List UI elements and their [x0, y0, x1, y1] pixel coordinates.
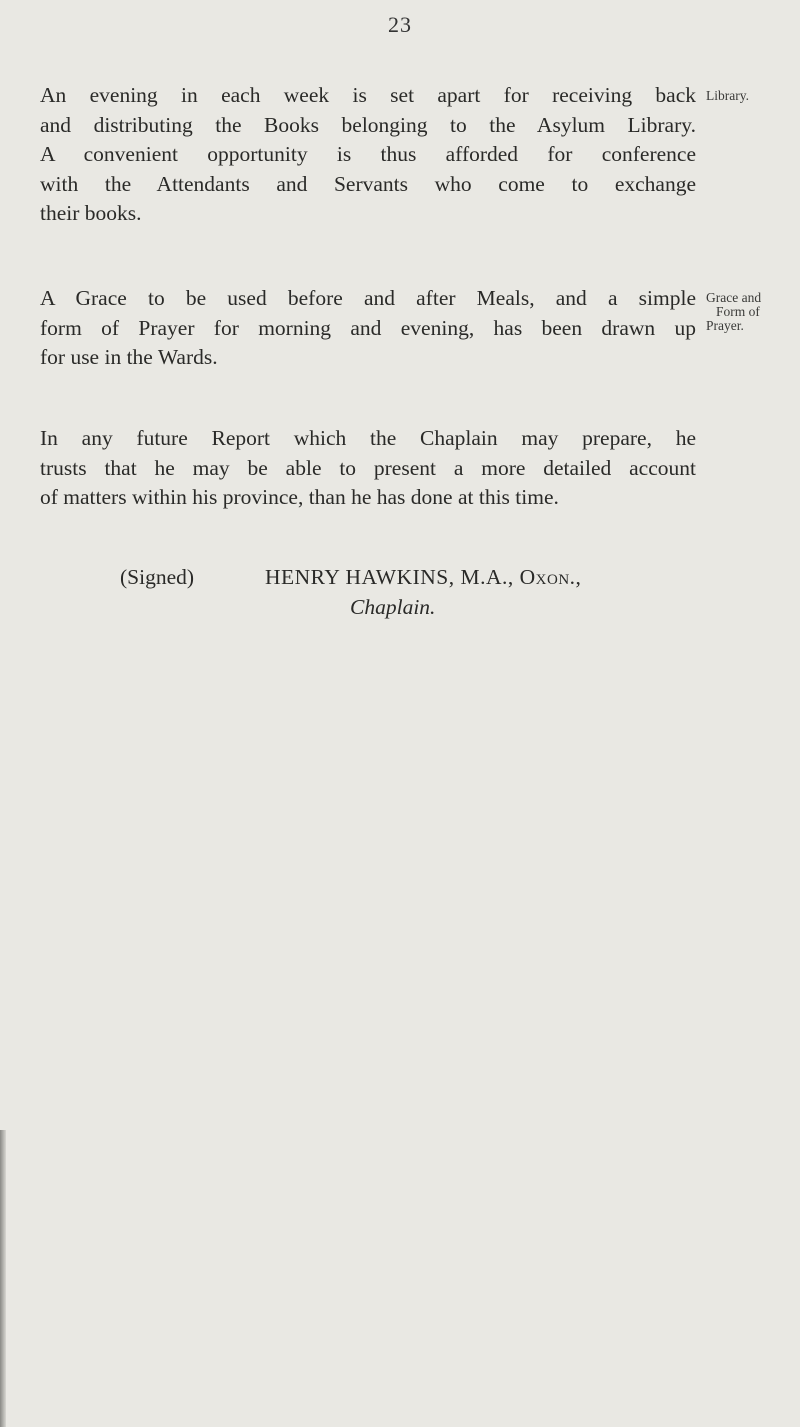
signatory-name: [265, 562, 581, 592]
text-line: with the Attendants and Servants who come to exchange: [40, 171, 696, 196]
text-line: An evening in each week is set apart for receiving back: [40, 83, 696, 107]
text-line: for use in the Wards.: [40, 345, 218, 369]
text-line: A convenient opportunity is thus afforded for conference: [40, 142, 696, 166]
page-edge-shadow: [0, 1130, 6, 1427]
text-line: In any future Report which the Chaplain may prepare, he: [40, 426, 696, 450]
signatory-name-text: HENRY HAWKINS, M.A.,: [265, 565, 514, 589]
margin-note-line: Form of: [716, 304, 760, 319]
signatory-degree-place: Oxon.,: [519, 565, 582, 589]
margin-note-line: Library.: [706, 88, 749, 103]
text-line: trusts that he may be able to present a more detailed account: [40, 455, 696, 480]
text-line: form of Prayer for morning and evening, has been drawn up: [40, 315, 696, 340]
text-line: their books.: [40, 201, 142, 225]
paragraph-library: [40, 81, 696, 229]
margin-note-grace: [706, 291, 796, 333]
signatory-title: Chaplain.: [350, 595, 436, 619]
text-line: and distributing the Books belonging to the Asylum Library.: [40, 112, 696, 137]
margin-note-line: Prayer.: [706, 318, 744, 333]
text-line: A Grace to be used before and after Meals, and a simple: [40, 286, 696, 310]
paragraph-future-report: [40, 424, 696, 513]
margin-note-line: Grace and: [706, 290, 762, 305]
paragraph-grace: [40, 284, 696, 373]
text-line: of matters within his province, than he has done at this time.: [40, 485, 559, 509]
signed-label: (Signed): [120, 565, 195, 589]
page-number: 23: [388, 12, 412, 37]
margin-note-library: [706, 89, 796, 103]
